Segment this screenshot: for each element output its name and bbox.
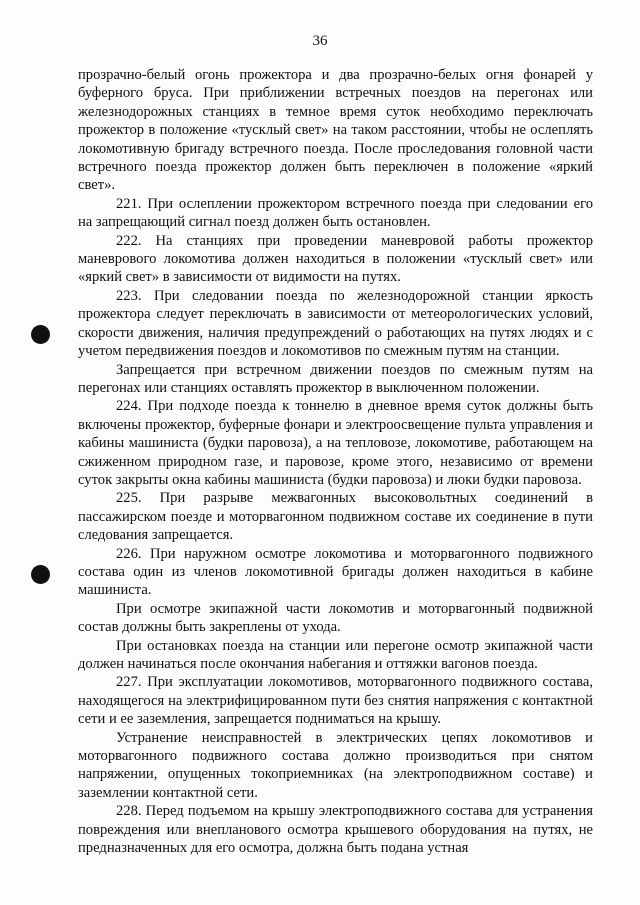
paragraph-223: 223. При следовании поезда по железнодорожной станции яркость прожектора следует переключать в зависимости от метеорологических условий, скорости движения, наличия предупреждений о работающих на путях людях и с учетом передвижения поездов и локомотивов по смежным путям на станции.: [78, 287, 593, 360]
paragraph-223-note: Запрещается при встречном движении поездов по смежным путям на перегонах или станциях оставлять прожектор в выключенном положении.: [78, 361, 593, 396]
paragraph-226-inspection: При осмотре экипажной части локомотив и моторвагонный подвижной состав должны быть закреплены от ухода.: [78, 600, 593, 636]
page-number: 36: [312, 33, 328, 49]
paragraph-224: 224. При подходе поезда к тоннелю в дневное время суток должны быть включены прожектор, буферные фонари и электроосвещение пульта управления и кабины машиниста (будки паровоза), а на тепловозе, локомотиве, работающем на сжиженном природном газе, и паровозе, кроме этого, независимо от времени суток закрыты окна кабины машиниста (будки паровоза) и люки будки паровоза.: [78, 398, 593, 488]
paragraph-227-repair: Устранение неисправностей в электрических цепях локомотивов и моторвагонного подвижного состава должно производиться при снятом напряжении, опущенных токоприемниках (на электроподвижном составе) и заземлении контактной сети.: [78, 729, 593, 801]
paragraph-222: 222. На станциях при проведении маневровой работы прожектор маневрового локомотива должен находиться в положении «тусклый свет» или «яркий свет» в зависимости от видимости на путях.: [78, 232, 593, 286]
paragraph-221: 221. При ослеплении прожектором встречного поезда при следовании его на запрещающий сигнал поезд должен быть остановлен.: [78, 195, 593, 231]
paragraph-225: 225. При разрыве межвагонных высоковольтных соединений в пассажирском поезде и моторвагонном подвижном составе их соединение в пути следования запрещается.: [78, 490, 593, 544]
paragraph-continuation: прозрачно-белый огонь прожектора и два прозрачно-белых огня фонарей у буферного бруса. При приближении встречных поездов на перегонах или железнодорожных станциях в темное время суток необходимо переключать прожектор в положение «тусклый свет» на таком расстоянии, чтобы не ослеплять локомотивную бригаду встречного поезда. После проследования головной части встречного поезда прожектор должен быть переключен в положение «яркий свет».: [78, 67, 593, 194]
paragraph-228: 228. Перед подъемом на крышу электроподвижного состава для устранения повреждения или внепланового осмотра крышевого оборудования на путях, не предназначенных для его осмотра, должна быть подана устная: [78, 803, 593, 857]
paragraph-227: 227. При эксплуатации локомотивов, моторвагонного подвижного состава, находящегося на электрифицированном пути без снятия напряжения с контактной сети и ее заземления, запрещается подниматься на крышу.: [78, 674, 593, 728]
paragraph-226: 226. При наружном осмотре локомотива и моторвагонного подвижного состава один из членов локомотивной бригады должен находиться в кабине машиниста.: [78, 545, 593, 599]
punch-hole-mark: [31, 565, 50, 584]
paragraph-226-stops: При остановках поезда на станции или перегоне осмотр экипажной части должен начинаться после окончания набегания и оттяжки вагонов поезда.: [78, 637, 593, 672]
punch-hole-mark: [31, 325, 50, 344]
document-body: [78, 66, 593, 857]
